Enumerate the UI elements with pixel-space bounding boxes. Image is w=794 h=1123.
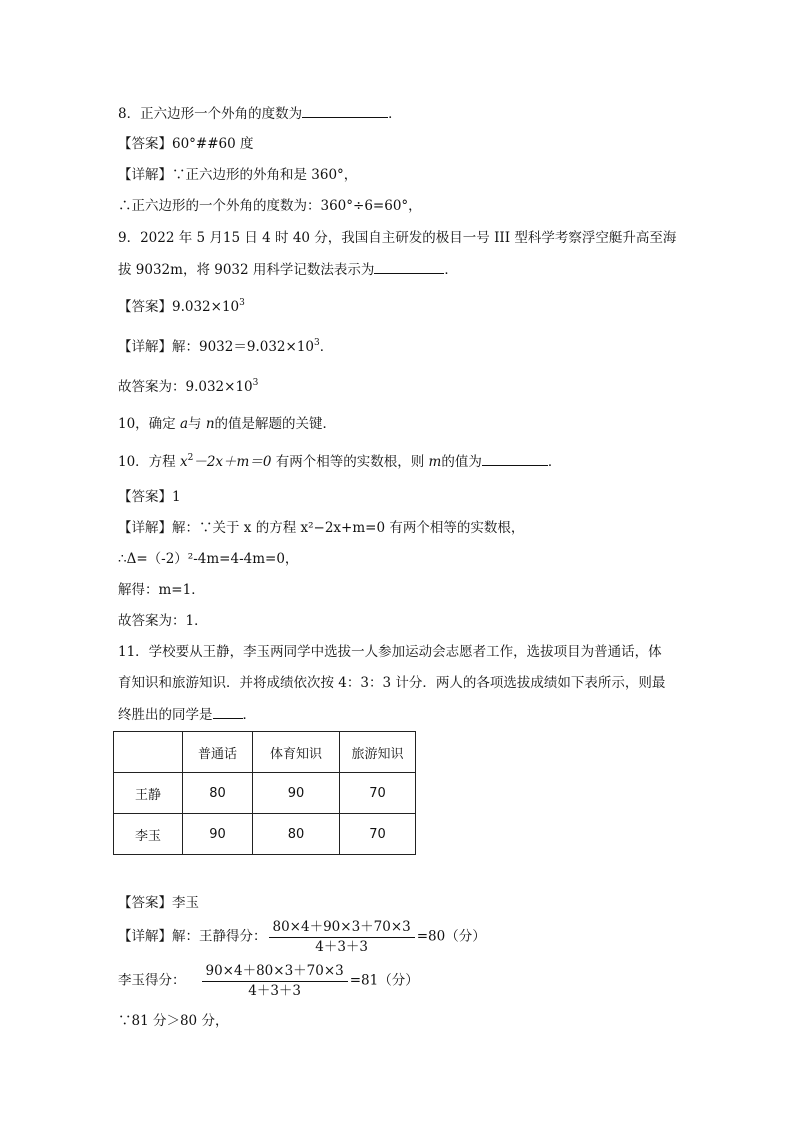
- q10-equation: －2x＋m＝0: [193, 454, 272, 470]
- table-cell: 80: [183, 773, 253, 814]
- q8-question-text: 8．正六边形一个外角的度数为: [118, 106, 303, 122]
- answer-label: 【答案】: [118, 299, 172, 315]
- q10-question: 10．方程 $x^2-2x+m=0$ 有两个相等的实数根，则 m的值为 ．: [118, 453, 562, 470]
- table-cell: 王静: [114, 773, 183, 814]
- q9-question-line1: 9．2022 年 5 月15 日 4 时 40 分，我国自主研发的极目一号 III 型科学考察浮空艇升高至海: [118, 230, 677, 246]
- q9-answer-blank: [374, 259, 444, 274]
- table-header-cell: 体育知识: [253, 732, 340, 773]
- q8-answer: [118, 134, 254, 154]
- detail-label: 【详解】: [118, 167, 172, 183]
- table-cell: 70: [340, 814, 416, 855]
- table-cell: 90: [253, 773, 340, 814]
- table-cell: 80: [253, 814, 340, 855]
- table-header-row: [114, 732, 416, 773]
- q11-question-line2: 育知识和旅游知识．并将成绩依次按 4：3：3 计分．两人的各项选拔成绩如下表所示，则最: [118, 675, 666, 691]
- answer-label: 【答案】: [118, 489, 172, 505]
- table-header-cell: 旅游知识: [340, 732, 416, 773]
- q8-answer-value: 60°##60 度: [172, 136, 254, 152]
- q11-answer-value: 李玉: [172, 895, 199, 911]
- q10-detail-2: ∴Δ=（-2）²-4m=4-4m=0，: [118, 551, 299, 567]
- q11-detail-li: 李玉得分： $\frac{90\times 4+80\times 3+70\times 3}{4+3+3}$ =81（分）: [118, 963, 419, 999]
- q11-compare: ∵81 分＞80 分，: [118, 1013, 229, 1029]
- q9-detail: 【详解】解：$9032=9.032\times 10^3$．: [118, 338, 334, 355]
- table-cell: 90: [183, 814, 253, 855]
- q10-detail-4: 故答案为：1．: [118, 613, 208, 629]
- table-row: [114, 814, 416, 855]
- q10-detail-3: 解得：m=1．: [118, 582, 205, 598]
- table-header-cell: 普通话: [183, 732, 253, 773]
- q11-detail-wang: 【详解】解：王静得分： $\frac{80\times 4+90\times 3+70\times 3}{4+3+3}$ =80（分）: [118, 919, 486, 955]
- score-table: [113, 731, 416, 855]
- answer-label: 【答案】: [118, 895, 172, 911]
- detail-label: 【详解】: [118, 339, 172, 355]
- q9-note: 10，确定 a与 n的值是解题的关键．: [118, 416, 337, 432]
- answer-label: 【答案】: [118, 136, 172, 152]
- detail-label: 【详解】: [118, 928, 172, 945]
- table-row: [114, 773, 416, 814]
- q8-answer-blank: [302, 103, 388, 118]
- q11-answer-blank: [213, 704, 243, 719]
- q8-detail-2: ∴正六边形的一个外角的度数为：360°÷6=60°，: [118, 198, 422, 214]
- q11-question-line3: 终胜出的同学是 ．: [118, 704, 256, 725]
- table-header-cell: [114, 732, 183, 773]
- detail-label: 【详解】: [118, 520, 172, 536]
- q9-answer: 【答案】$9.032\times 10^3$: [118, 298, 245, 315]
- q9-answer-value: 9.032×10: [172, 299, 240, 315]
- table-cell: 李玉: [114, 814, 183, 855]
- q8-question: 8．正六边形一个外角的度数为 ．: [118, 103, 402, 124]
- q10-answer: [118, 487, 181, 507]
- q9-question-line2: 拔 9032m，将 9032 用科学记数法表示为 ．: [118, 259, 458, 280]
- q10-answer-blank: [482, 451, 548, 466]
- q11-question-line1: 11．学校要从王静，李玉两同学中选拔一人参加运动会志愿者工作，选拔项目为普通话，体: [118, 644, 662, 660]
- q11-answer: [118, 893, 199, 913]
- wang-score-fraction: $\frac{80\times 4+90\times 3+70\times 3}{4+3+3}$: [269, 918, 415, 956]
- q9-final: 故答案为：$9.032\times 10^3$: [118, 378, 259, 395]
- li-score-fraction: $\frac{90\times 4+80\times 3+70\times 3}{4+3+3}$: [202, 962, 348, 1000]
- q10-detail-1: 【详解】解：∵关于 x 的方程 x²−2x+m=0 有两个相等的实数根，: [118, 520, 525, 536]
- table-cell: 70: [340, 773, 416, 814]
- q10-answer-value: 1: [172, 489, 181, 505]
- q8-detail-1: 【详解】∵正六边形的外角和是 360°，: [118, 167, 358, 183]
